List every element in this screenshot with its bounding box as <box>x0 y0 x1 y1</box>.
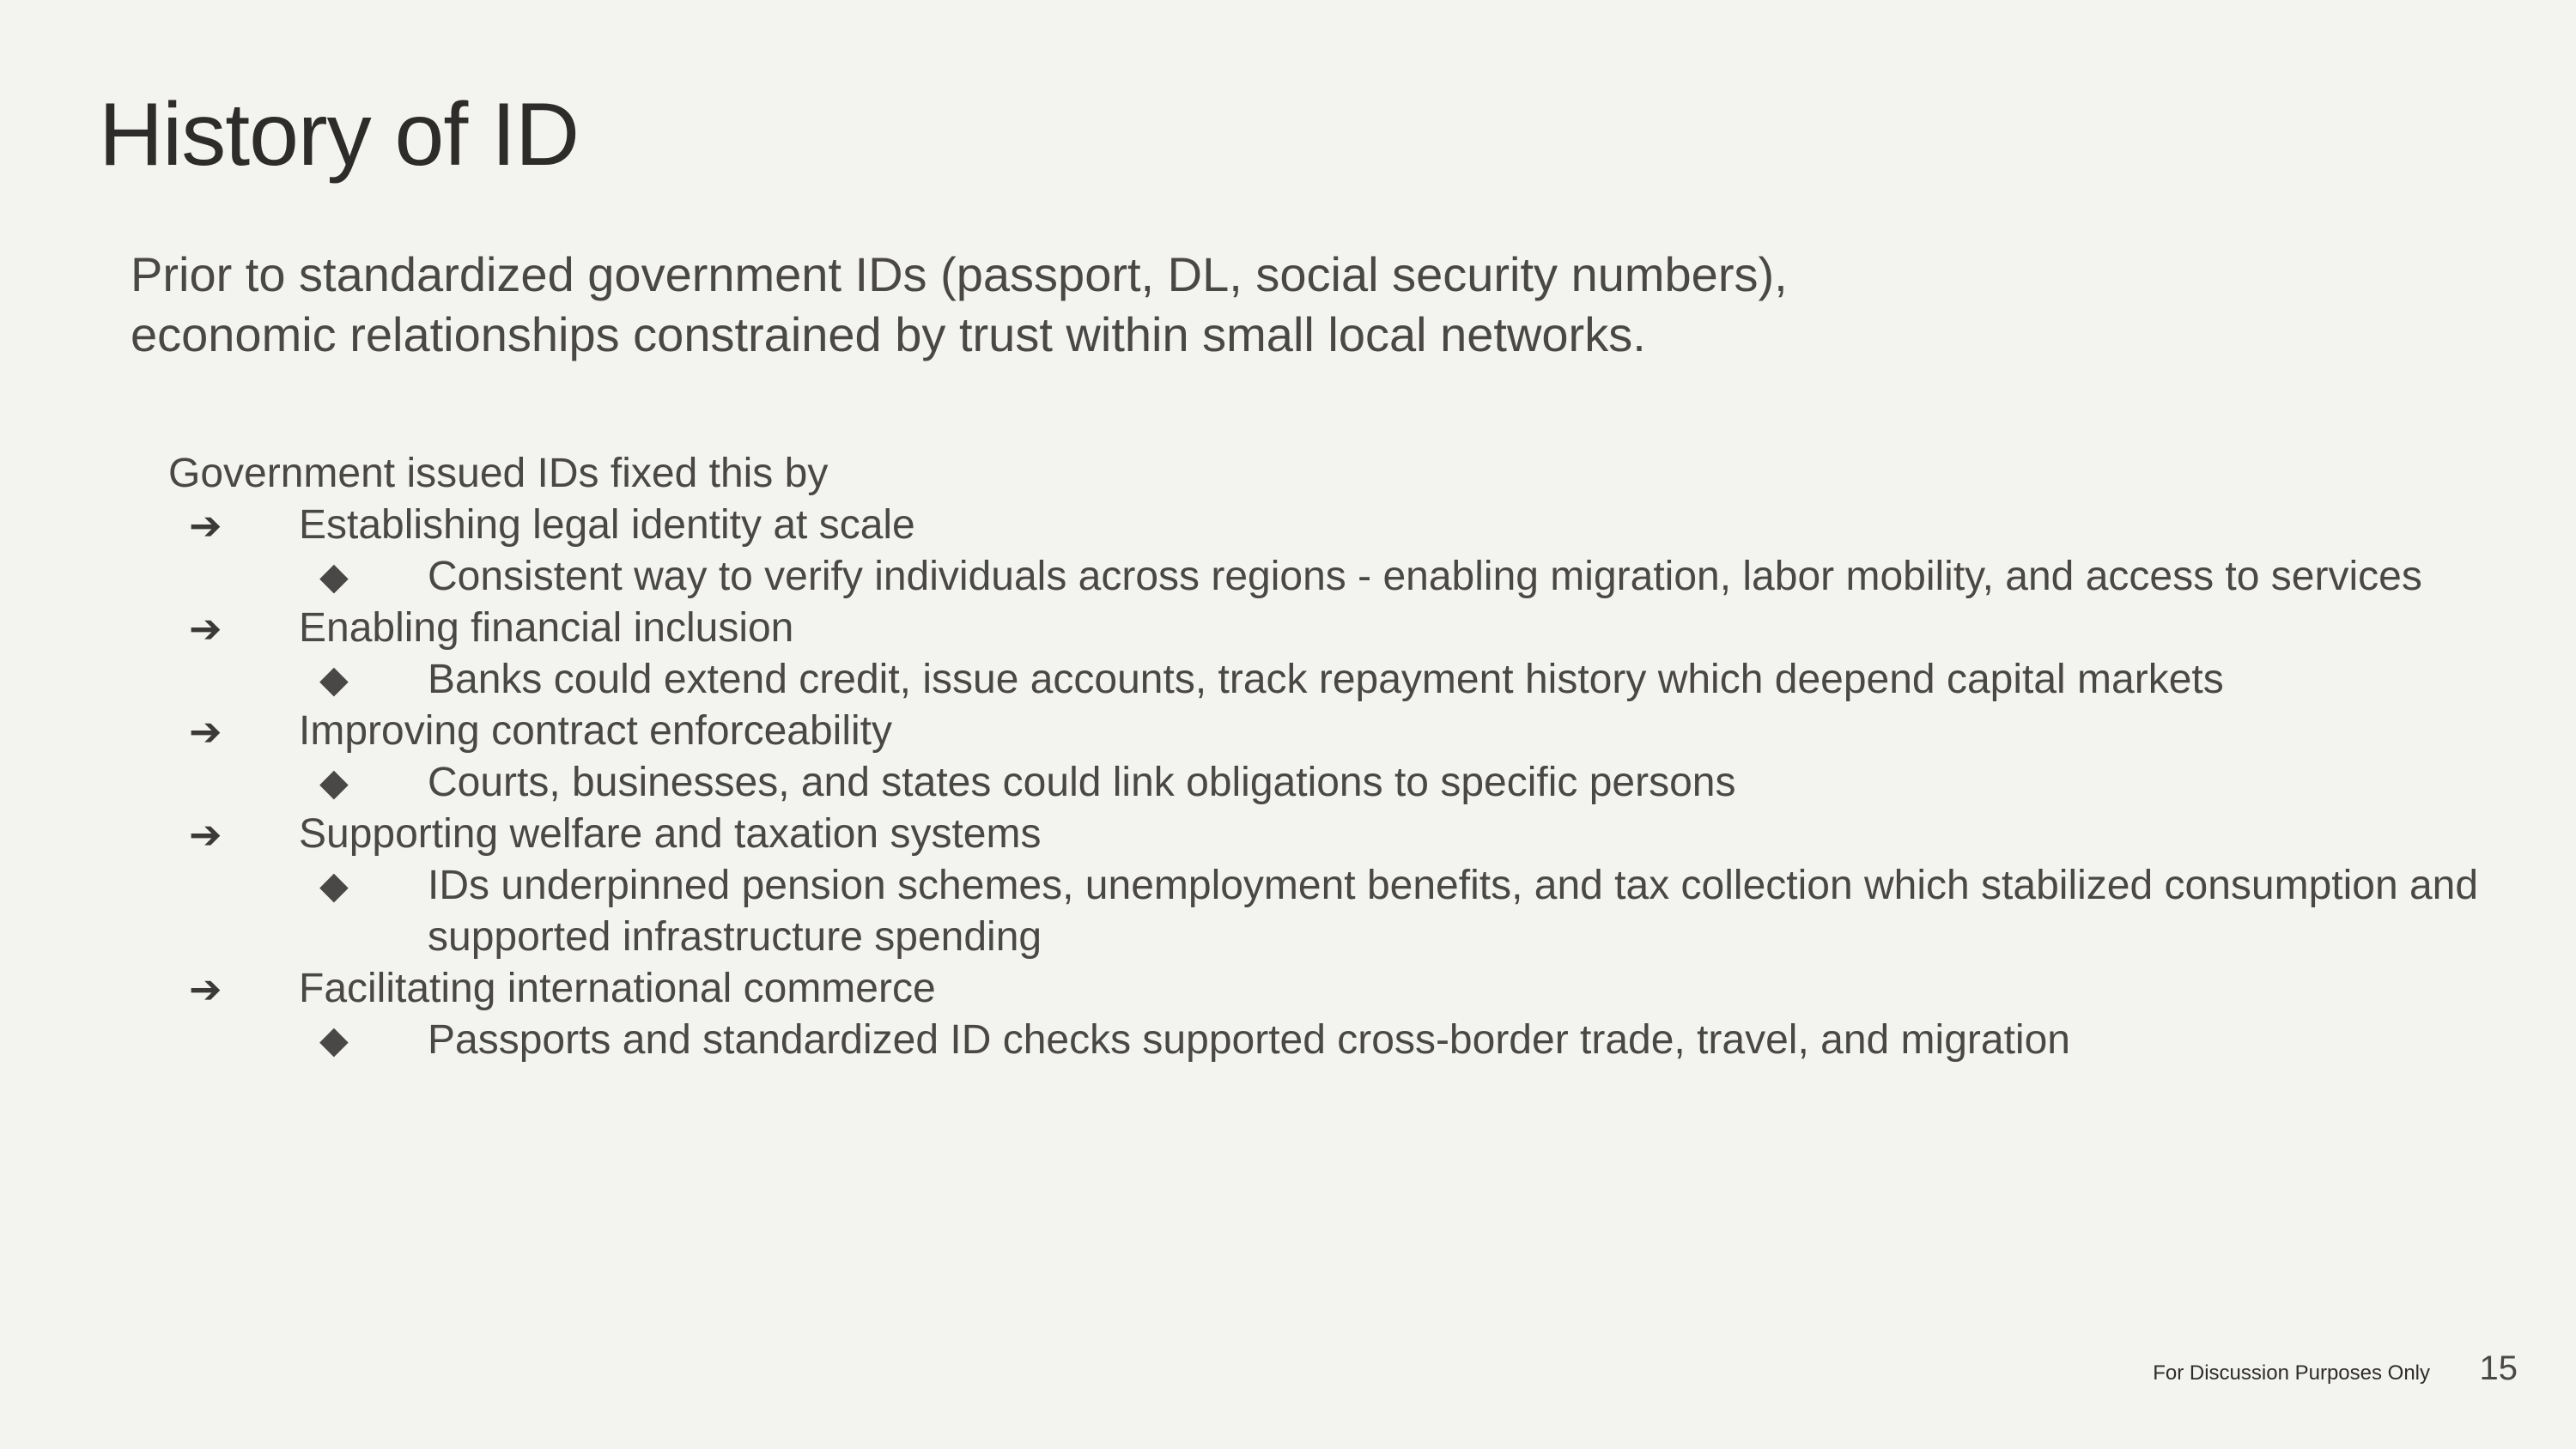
footer-disclaimer: For Discussion Purposes Only <box>2153 1361 2430 1385</box>
bullet-text: Supporting welfare and taxation systems <box>299 811 1042 857</box>
sub-bullet-item <box>168 551 2574 603</box>
bullet-item <box>168 603 2487 654</box>
sub-bullet-text: Passports and standardized ID checks supported cross-border trade, travel, and migration <box>428 1017 2070 1063</box>
slide-title: History of ID <box>99 85 580 185</box>
bullet-section <box>168 448 2487 1066</box>
bullet-text: Establishing legal identity at scale <box>299 502 915 548</box>
diamond-icon: ◆ <box>319 761 349 804</box>
sub-bullet-text: Banks could extend credit, issue accounts, track repayment history which deepend capital markets <box>428 657 2224 702</box>
sub-bullet-item <box>168 757 2574 809</box>
intro-line: economic relationships constrained by trust within small local networks. <box>131 307 1646 361</box>
bullet-item <box>168 963 2487 1015</box>
intro-paragraph <box>131 245 2277 365</box>
intro-line: Prior to standardized government IDs (passport, DL, social security numbers), <box>131 247 1788 301</box>
bullet-text: Enabling financial inclusion <box>299 605 794 651</box>
sub-bullet-text: Courts, businesses, and states could link obligations to specific persons <box>428 760 1736 805</box>
arrow-icon: ➔ <box>189 811 222 858</box>
bullet-text: Improving contract enforceability <box>299 708 892 754</box>
sub-bullet-item <box>168 860 2574 963</box>
bullet-item <box>168 706 2487 757</box>
arrow-icon: ➔ <box>189 708 222 755</box>
diamond-icon: ◆ <box>319 864 349 907</box>
diamond-icon: ◆ <box>319 1018 349 1062</box>
page-number: 15 <box>2479 1349 2518 1387</box>
sub-bullet-text: IDs underpinned pension schemes, unemployment benefits, and tax collection which stabilized consumption and supported infrastructure spending <box>428 863 2479 960</box>
bullet-text: Facilitating international commerce <box>299 966 936 1011</box>
lead-text: Government issued IDs fixed this by <box>168 451 829 496</box>
bullet-item <box>168 809 2487 860</box>
sub-bullet-item <box>168 1015 2574 1066</box>
diamond-icon: ◆ <box>319 555 349 598</box>
arrow-icon: ➔ <box>189 502 222 549</box>
sub-bullet-item <box>168 654 2574 706</box>
arrow-icon: ➔ <box>189 966 222 1012</box>
arrow-icon: ➔ <box>189 605 222 652</box>
diamond-icon: ◆ <box>319 658 349 701</box>
sub-bullet-text: Consistent way to verify individuals across regions - enabling migration, labor mobility, and access to services <box>428 554 2422 599</box>
bullet-item <box>168 500 2487 551</box>
